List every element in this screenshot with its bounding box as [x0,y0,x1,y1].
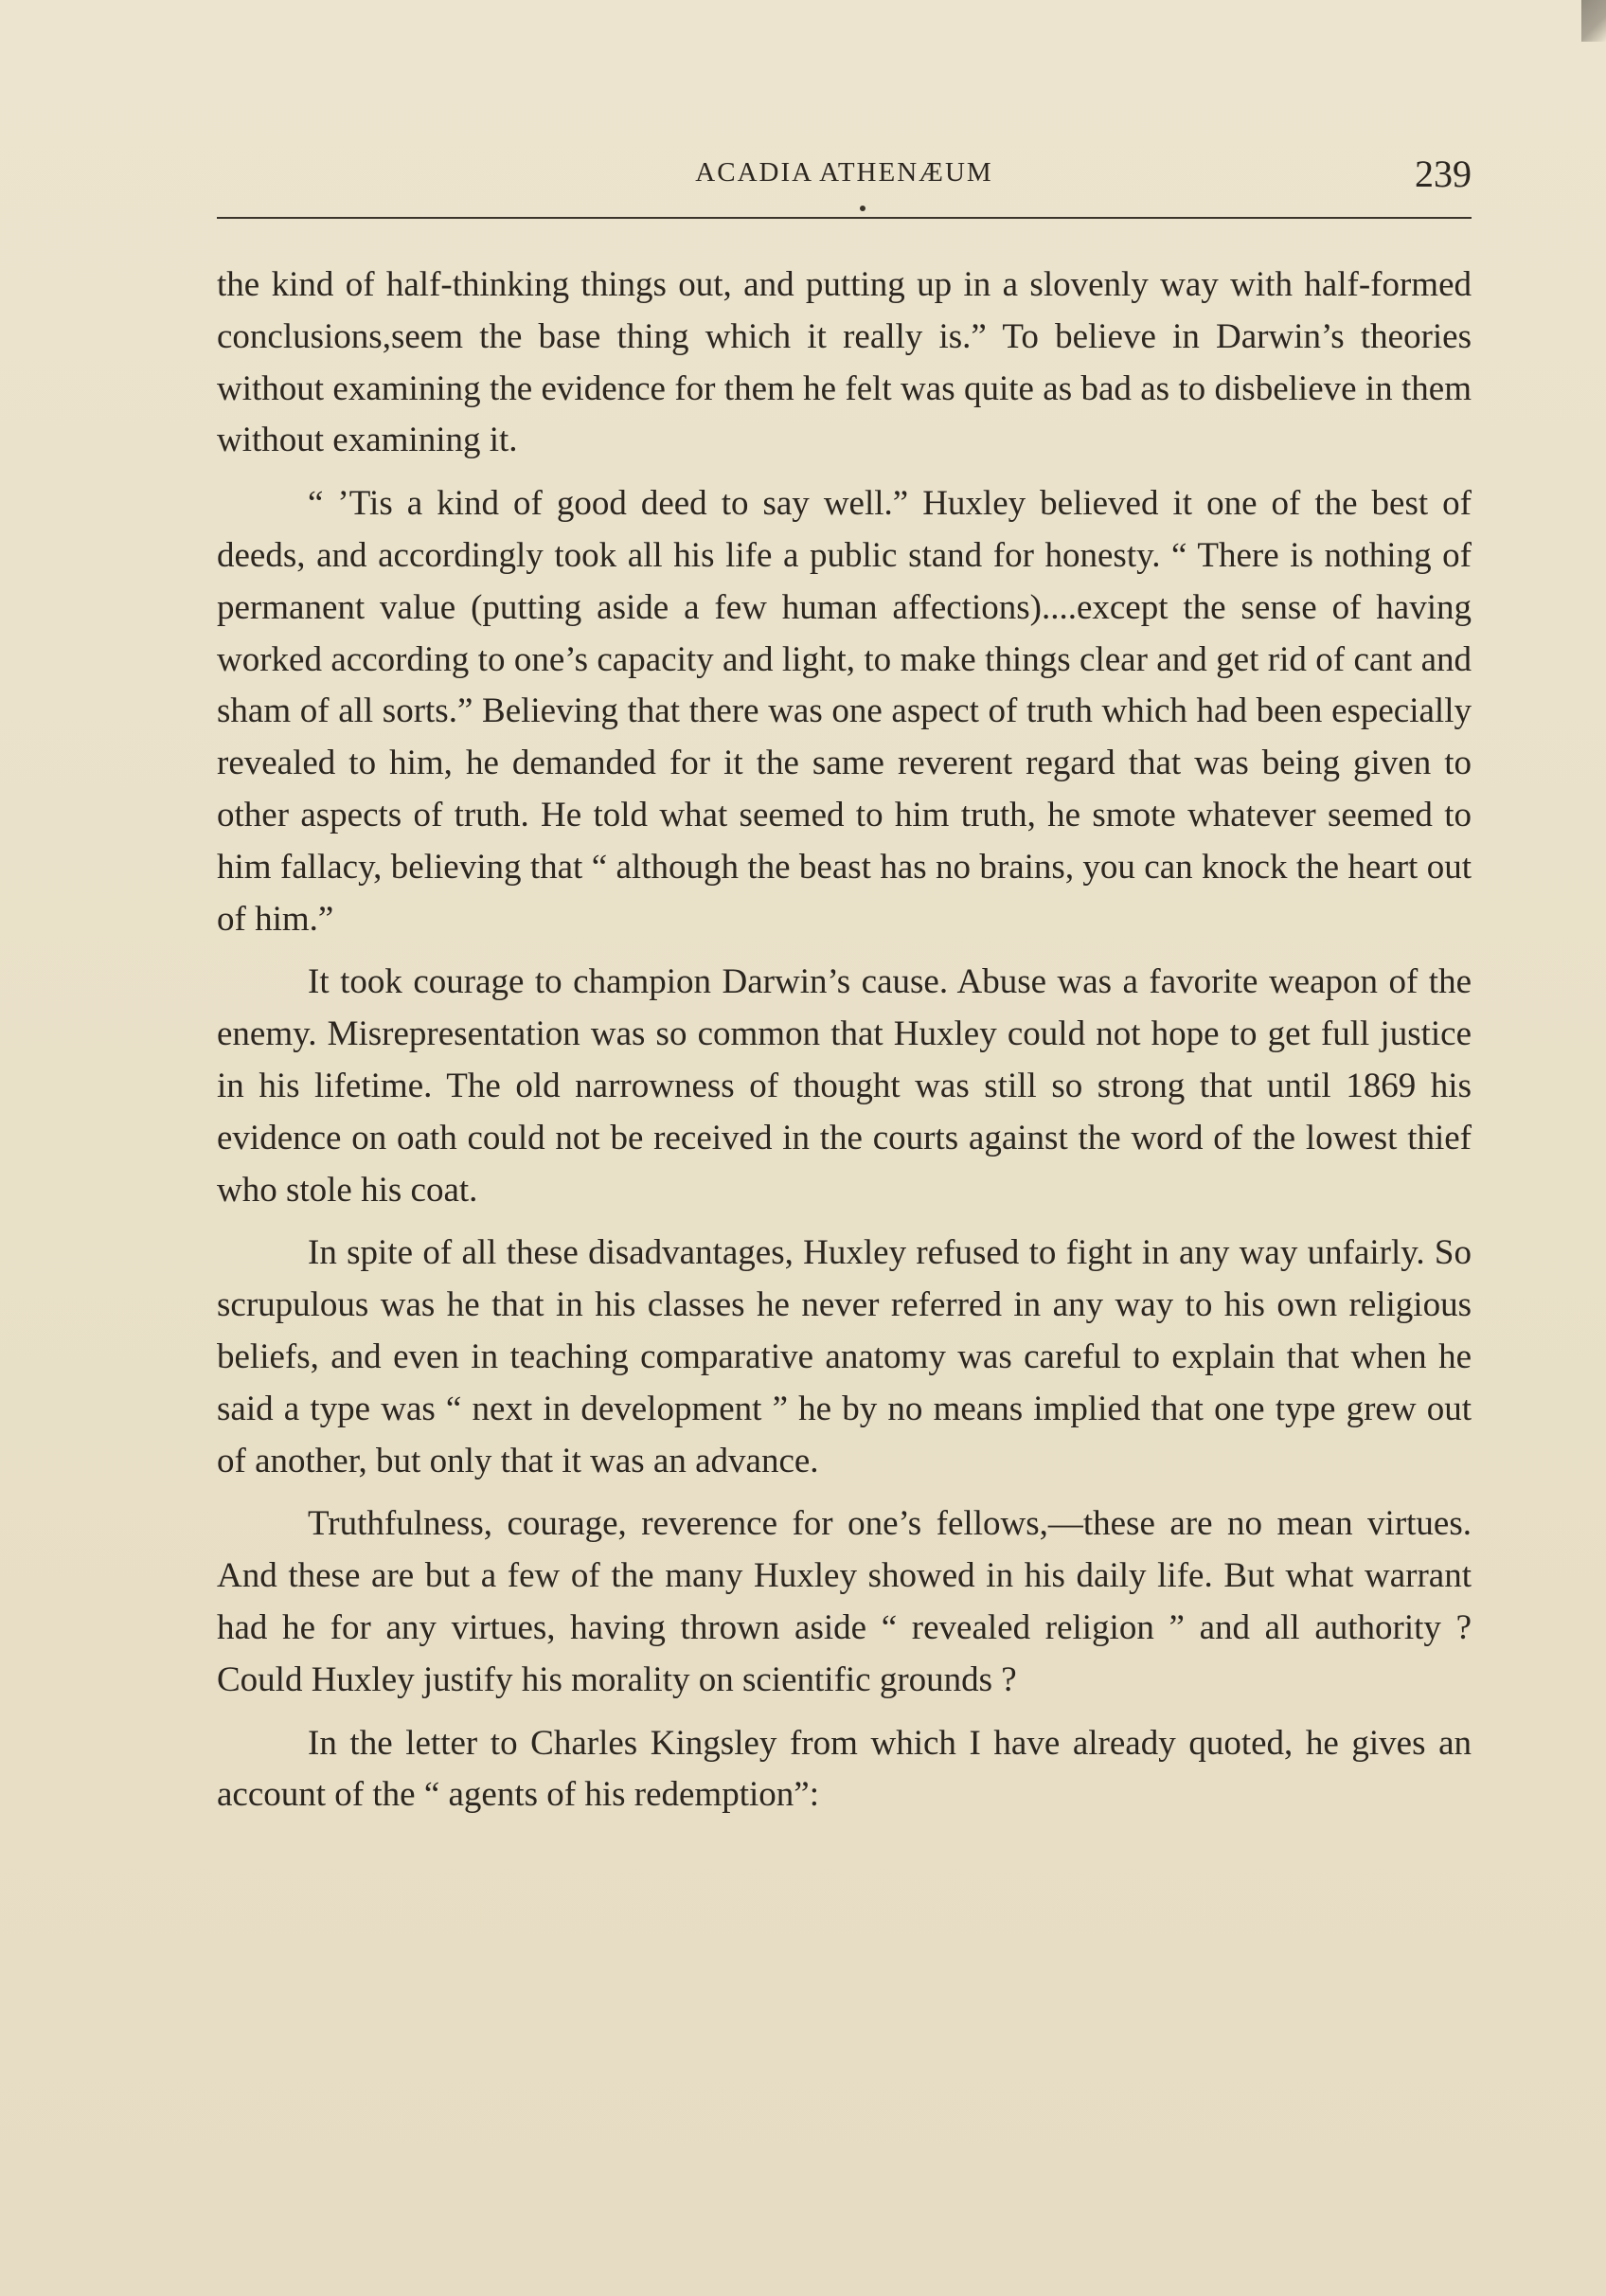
header-rule [217,217,1472,219]
body-text [217,260,1472,1833]
running-head: ACADIA ATHENÆUM [695,157,993,188]
paragraph: In spite of all these disadvantages, Huxley refused to fight in any way unfairly. So scrupulous was he that in his classes he never referred in any way to his own religious beliefs, and even in teaching comparative anatomy was careful to explain that when he said a type was “ next in development ” he by no means implied that one type grew out of another, but only that it was an advance. [217,1233,1472,1480]
page-corner-shadow [1581,0,1606,42]
paragraph: “ ’Tis a kind of good deed to say well.” Huxley believed it one of the best of deeds, and accordingly took all his life a public stand for honesty. “ There is nothing of permanent value (putting aside a few human affections)....except the sense of having worked according to one’s capacity and light, to make things clear and get rid of cant and sham of all sorts.” Believing that there was one aspect of truth which had been especially revealed to him, he demanded for it the same reverent regard that was being given to other aspects of truth. He told what seemed to him truth, he smote whatever seemed to him fallacy, believing that “ although the beast has no brains, you can knock the heart out of him.” [217,484,1472,939]
header-rule-dot [860,206,865,211]
paragraph: Truthfulness, courage, reverence for one’s fellows,—these are no mean virtues. And these are but a few of the many Huxley showed in his daily life. But what warrant had he for any virtues, having thrown aside “ revealed religion ” and all authority ? Could Huxley justify his morality on scientific grounds ? [217,1504,1472,1699]
page-number: 239 [1415,152,1472,195]
paragraph: the kind of half-thinking things out, and putting up in a slovenly way with half-formed conclusions,seem the base thing which it really is.” To believe in Darwin’s theories without examining the evidence for them he felt was quite as bad as to disbelieve in them without examining it. [217,265,1472,460]
paragraph: In the letter to Charles Kingsley from which I have already quoted, he gives an account of the “ agents of his redemption”: [217,1723,1472,1815]
page-header [217,142,1472,218]
paragraph: It took courage to champion Darwin’s cause. Abuse was a favorite weapon of the enemy. Misrepresentation was so common that Huxley could not hope to get full justice in his lifetime. The old narrowness of thought was still so strong that until 1869 his evidence on oath could not be received in the courts against the word of the lowest thief who stole his coat. [217,962,1472,1210]
